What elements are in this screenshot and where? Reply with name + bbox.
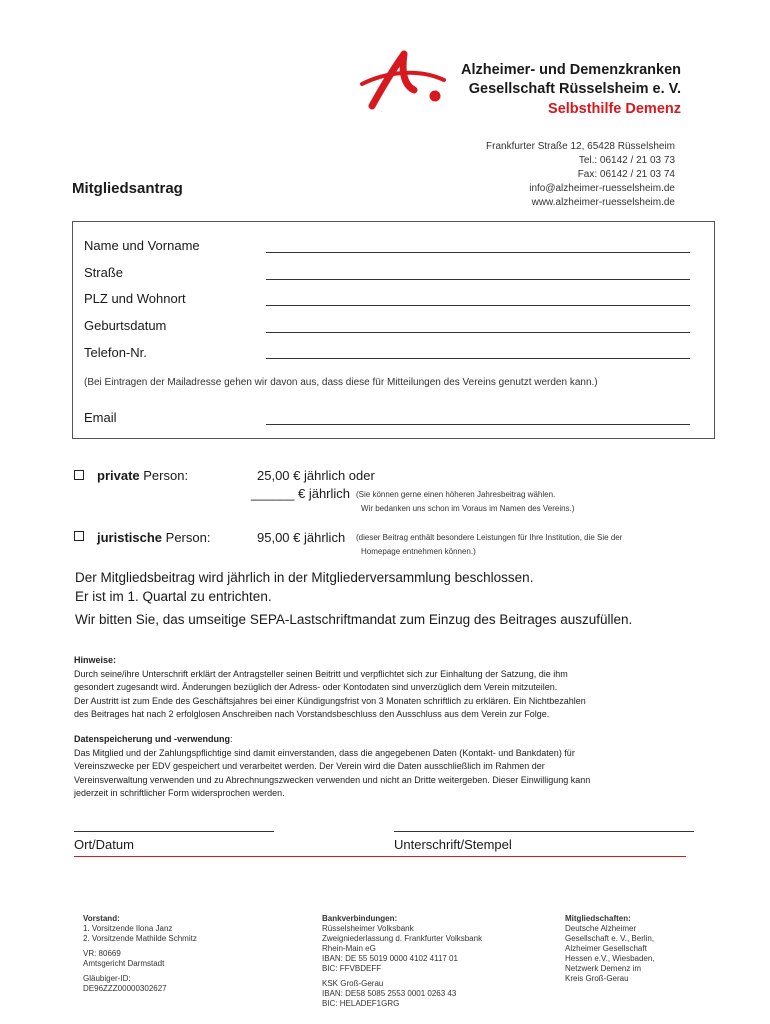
statement-fee-due: Er ist im 1. Quartal zu entrichten. [75, 589, 272, 604]
footer-vorstand [83, 914, 283, 994]
birthdate-input-line[interactable] [266, 332, 690, 333]
vorstand-line: Gläubiger-ID: [83, 974, 131, 983]
legal-price: 95,00 € jährlich [257, 530, 346, 545]
field-label-phone: Telefon-Nr. [84, 345, 147, 360]
private-bold: private [97, 468, 140, 483]
form-title: Mitgliedsantrag [72, 180, 183, 197]
city-input-line[interactable] [266, 305, 690, 306]
memberships-heading: Mitgliedschaften: [565, 914, 631, 923]
private-person-checkbox[interactable] [74, 470, 84, 480]
membership-line: Alzheimer Gesellschaft [565, 944, 647, 953]
field-label-birthdate: Geburtsdatum [84, 318, 167, 333]
phone-input-line[interactable] [266, 358, 690, 359]
bank-heading: Bankverbindungen: [322, 914, 398, 923]
hinweise-line: Der Austritt ist zum Ende des Geschäftsjahres bei einer Kündigungsfrist von 3 Monaten schriftlich zu erklären. Ein Nichtbezahlen [74, 695, 586, 706]
datenschutz-section [74, 733, 704, 801]
statement-fee-decided: Der Mitgliedsbeitrag wird jährlich in der Mitgliederversammlung beschlossen. [75, 570, 534, 585]
datenschutz-heading-row [74, 733, 704, 747]
org-tagline: Selbsthilfe Demenz [548, 101, 681, 117]
datenschutz-line: Das Mitglied und der Zahlungspflichtige sind damit einverstanden, dass die angegebenen Daten (Kontakt- und Bankdaten) für [74, 747, 575, 758]
private-price: 25,00 € jährlich oder [257, 468, 375, 483]
legal-note-1: (dieser Beitrag enthält besondere Leistungen für Ihre Institution, die Sie der [356, 533, 623, 542]
organization-logo [358, 50, 453, 112]
footer-divider [74, 856, 686, 857]
datenschutz-heading-colon: : [230, 734, 233, 744]
street-input-line[interactable] [266, 279, 690, 280]
bank-line: Rüsselsheimer Volksbank [322, 924, 414, 933]
datenschutz-heading: Datenspeicherung und -verwendung [74, 734, 231, 744]
private-note-1: (Sie können gerne einen höheren Jahresbeitrag wählen. [356, 490, 556, 499]
private-note-2: Wir bedanken uns schon im Voraus im Namen des Vereins.) [361, 504, 575, 513]
org-fax: Fax: 06142 / 21 03 74 [577, 169, 675, 180]
field-label-name: Name und Vorname [84, 238, 200, 253]
footer-memberships [565, 914, 705, 984]
bank-line: BIC: FFVBDEFF [322, 964, 382, 973]
bank-line: IBAN: DE 55 5019 0000 4102 4117 01 [322, 954, 458, 963]
bank-line: IBAN: DE58 5085 2553 0001 0263 43 [322, 989, 457, 998]
legal-person-checkbox[interactable] [74, 531, 84, 541]
place-date-line[interactable] [74, 831, 274, 832]
membership-line: Kreis Groß-Gerau [565, 974, 629, 983]
field-label-email: Email [84, 410, 117, 425]
signature-label: Unterschrift/Stempel [394, 837, 512, 852]
hinweise-heading: Hinweise: [74, 655, 117, 665]
email-usage-note: (Bei Eintragen der Mailadresse gehen wir davon aus, dass diese für Mitteilungen des Vereins genutzt werden kann.) [84, 377, 598, 388]
field-label-city: PLZ und Wohnort [84, 291, 186, 306]
private-person-label [97, 468, 188, 483]
legal-bold: juristische [97, 530, 163, 545]
email-input-line[interactable] [266, 424, 690, 425]
hinweise-section [74, 654, 704, 722]
datenschutz-line: Vereinsverwaltung verwenden und zu Abrechnungszwecken verwenden und nicht an Dritte weitergeben. Dieser Einwilligung kann [74, 774, 591, 785]
statement-sepa: Wir bitten Sie, das umseitige SEPA-Lastschriftmandat zum Einzug des Beitrages auszufüllen. [75, 612, 633, 627]
hinweise-line: gesondert zugesandt wird. Änderungen bezüglich der Adress- oder Kontodaten sind unverzüglich dem Verein mitzuteilen. [74, 682, 558, 693]
hinweise-line: Durch seine/ihre Unterschrift erklärt der Antragsteller seinen Beitritt und verpflichtet sich zur Einhaltung der Satzung, die ihm [74, 668, 568, 679]
place-date-label: Ort/Datum [74, 837, 134, 852]
legal-note-2: Homepage entnehmen können.) [361, 547, 476, 556]
org-website[interactable]: www.alzheimer-ruesselsheim.de [531, 197, 675, 208]
org-name-line1: Alzheimer- und Demenzkranken [461, 62, 681, 78]
org-name-line2: Gesellschaft Rüsselsheim e. V. [468, 81, 681, 97]
hinweise-line: des Beitrages hat nach 2 erfolglosen Anschreiben nach Vorstandsbeschluss den Ausschluss aus dem Verein zur Folge. [74, 709, 550, 720]
membership-line: Netzwerk Demenz im [565, 964, 642, 973]
datenschutz-line: Vereinszwecke per EDV gespeichert und verarbeitet werden. Der Verein wird die Daten ausschließlich im Rahmen der [74, 761, 545, 772]
footer-bank [322, 914, 542, 1009]
private-custom-amount[interactable]: ______ € jährlich [251, 486, 351, 501]
vorstand-line: 2. Vorsitzende Mathilde Schmitz [83, 934, 197, 943]
bank-line: KSK Groß-Gerau [322, 979, 384, 988]
field-label-street: Straße [84, 265, 124, 280]
bank-line: BIC: HELADEF1GRG [322, 999, 400, 1008]
signature-line[interactable] [394, 831, 694, 832]
vorstand-line: Amtsgericht Darmstadt [83, 959, 165, 968]
personal-data-box [72, 221, 715, 439]
vorstand-line: 1. Vorsitzende Ilona Janz [83, 924, 173, 933]
bank-line: Rhein-Main eG [322, 944, 376, 953]
vorstand-heading: Vorstand: [83, 914, 120, 923]
bank-line: Zweigniederlassung d. Frankfurter Volksbank [322, 934, 483, 943]
vorstand-line: VR: 80669 [83, 949, 121, 958]
datenschutz-line: jederzeit in schriftlicher Form widersprochen werden. [74, 788, 285, 799]
org-address: Frankfurter Straße 12, 65428 Rüsselsheim [486, 141, 675, 152]
membership-line: Gesellschaft e. V., Berlin, [565, 934, 655, 943]
legal-person-label [97, 530, 210, 545]
vorstand-line: DE96ZZZ00000302627 [83, 984, 167, 993]
org-phone: Tel.: 06142 / 21 03 73 [578, 155, 675, 166]
org-email[interactable]: info@alzheimer-ruesselsheim.de [529, 183, 675, 194]
name-input-line[interactable] [266, 252, 690, 253]
membership-line: Hessen e.V., Wiesbaden, [565, 954, 655, 963]
legal-label-rest: Person: [162, 530, 211, 545]
private-label-rest: Person: [139, 468, 189, 483]
membership-line: Deutsche Alzheimer [565, 924, 637, 933]
